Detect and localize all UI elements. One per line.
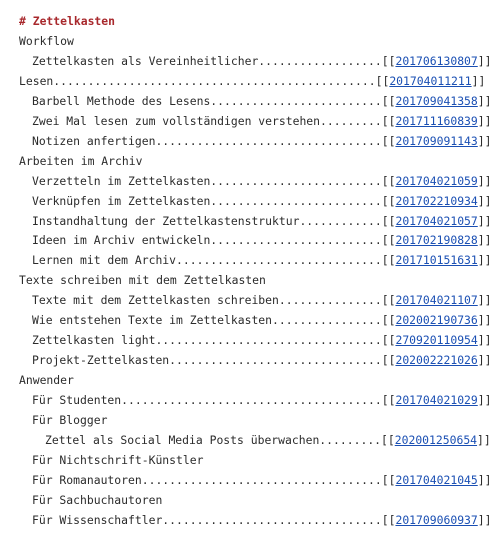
link-close-brackets: ]]: [477, 333, 491, 348]
line-text: Anwender: [19, 373, 74, 388]
link-close-brackets: ]]: [477, 512, 491, 527]
line-text: Zettel als Social Media Posts überwachen.........[[: [45, 432, 395, 447]
note-link[interactable]: 201704021045: [395, 472, 478, 487]
outline-line: [32, 131, 491, 151]
line-text: Texte mit dem Zettelkasten schreiben...............[[: [32, 293, 396, 308]
link-close-brackets: ]]: [477, 133, 491, 148]
note-link[interactable]: 201711160839: [395, 113, 478, 128]
line-text: Instandhaltung der Zettelkastenstruktur............[[: [32, 213, 396, 228]
outline-line: [19, 71, 485, 91]
line-text: Verzetteln im Zettelkasten.........................[[: [32, 173, 396, 188]
line-text: Texte schreiben mit dem Zettelkasten: [19, 273, 266, 288]
note-link[interactable]: 202001250654: [394, 432, 478, 447]
note-link[interactable]: 201709060937: [395, 512, 478, 527]
line-text: Für Nichtschrift-Künstler: [32, 452, 204, 467]
line-text: Für Wissenschaftler................................[[: [32, 512, 396, 527]
line-text: Notizen anfertigen.................................[[: [32, 133, 396, 148]
outline-line: [19, 370, 74, 390]
outline-line: [32, 171, 491, 191]
link-close-brackets: ]]: [477, 53, 491, 68]
outline-line: [32, 490, 162, 510]
link-close-brackets: ]]: [477, 113, 491, 128]
link-close-brackets: ]]: [477, 432, 491, 447]
link-close-brackets: ]]: [477, 293, 491, 308]
link-close-brackets: ]]: [477, 393, 491, 408]
outline-line: [32, 470, 491, 490]
outline-line: [32, 330, 491, 350]
link-close-brackets: ]]: [477, 253, 491, 268]
outline-line: [32, 111, 491, 131]
outline-line: [32, 450, 203, 470]
note-link[interactable]: 202002221026: [395, 353, 478, 368]
link-close-brackets: ]]: [477, 93, 491, 108]
line-text: Lesen...............................................[[: [19, 73, 390, 88]
link-close-brackets: ]]: [477, 173, 491, 188]
link-close-brackets: ]]: [477, 233, 491, 248]
outline-line: [32, 250, 491, 270]
link-close-brackets: ]]: [477, 353, 491, 368]
note-link[interactable]: 201704021107: [395, 293, 478, 308]
link-close-brackets: ]]: [471, 73, 486, 88]
line-text: Arbeiten im Archiv: [19, 153, 143, 168]
line-text: Für Blogger: [32, 413, 108, 427]
line-text: Verknüpfen im Zettelkasten.........................[[: [32, 193, 396, 208]
note-link[interactable]: 201709091143: [395, 133, 478, 148]
note-link[interactable]: 201704011211: [389, 73, 472, 88]
line-text: Projekt-Zettelkasten...............................[[: [32, 353, 396, 368]
line-text: Für Sachbuchautoren: [32, 492, 163, 507]
link-close-brackets: ]]: [477, 472, 491, 487]
note-link[interactable]: 201710151631: [395, 253, 478, 268]
note-link[interactable]: 201704021057: [395, 213, 478, 228]
line-text: Lernen mit dem Archiv..............................[[: [32, 253, 396, 268]
link-close-brackets: ]]: [477, 193, 491, 208]
outline-line: [32, 310, 491, 330]
outline-line: [32, 91, 491, 111]
note-link[interactable]: 201702210934: [395, 193, 478, 208]
note-link[interactable]: 202002190736: [395, 313, 478, 328]
line-text: Ideen im Archiv entwickeln.........................[[: [32, 233, 396, 248]
outline-line: [32, 410, 107, 430]
line-text: Wie entstehen Texte im Zettelkasten................[[: [32, 313, 396, 328]
outline-line: [32, 211, 491, 231]
outline-line: [32, 230, 491, 250]
note-link[interactable]: 201702190828: [395, 233, 478, 248]
line-text: Zettelkasten light.................................[[: [32, 333, 396, 348]
link-close-brackets: ]]: [477, 313, 491, 328]
outline-line: [32, 290, 491, 310]
outline-line: [32, 51, 491, 71]
outline-line: [19, 31, 74, 51]
document-heading: # Zettelkasten: [19, 14, 116, 28]
note-link[interactable]: 201704021029: [395, 393, 478, 408]
note-link[interactable]: 201704021059: [395, 173, 478, 188]
outline-line: [32, 510, 491, 530]
line-text: Workflow: [19, 33, 74, 48]
line-text: Zettelkasten als Vereinheitlicher..................[[: [32, 53, 396, 68]
note-link[interactable]: 201706130807: [395, 53, 478, 68]
line-text: Für Studenten......................................[[: [32, 393, 396, 408]
outline-line: [45, 430, 491, 450]
line-text: Barbell Methode des Lesens.........................[[: [32, 93, 396, 108]
link-close-brackets: ]]: [477, 213, 491, 228]
outline-line: [32, 350, 491, 370]
line-text: Für Romanautoren...................................[[: [32, 472, 396, 487]
note-link[interactable]: 270920110954: [395, 333, 478, 348]
outline-line: [32, 191, 491, 211]
outline-line: [32, 390, 491, 410]
line-text: Zwei Mal lesen zum vollständigen verstehen.........[[: [32, 113, 396, 128]
outline-line: [19, 270, 266, 290]
outline-line: [19, 151, 142, 171]
note-link[interactable]: 201709041358: [395, 93, 478, 108]
